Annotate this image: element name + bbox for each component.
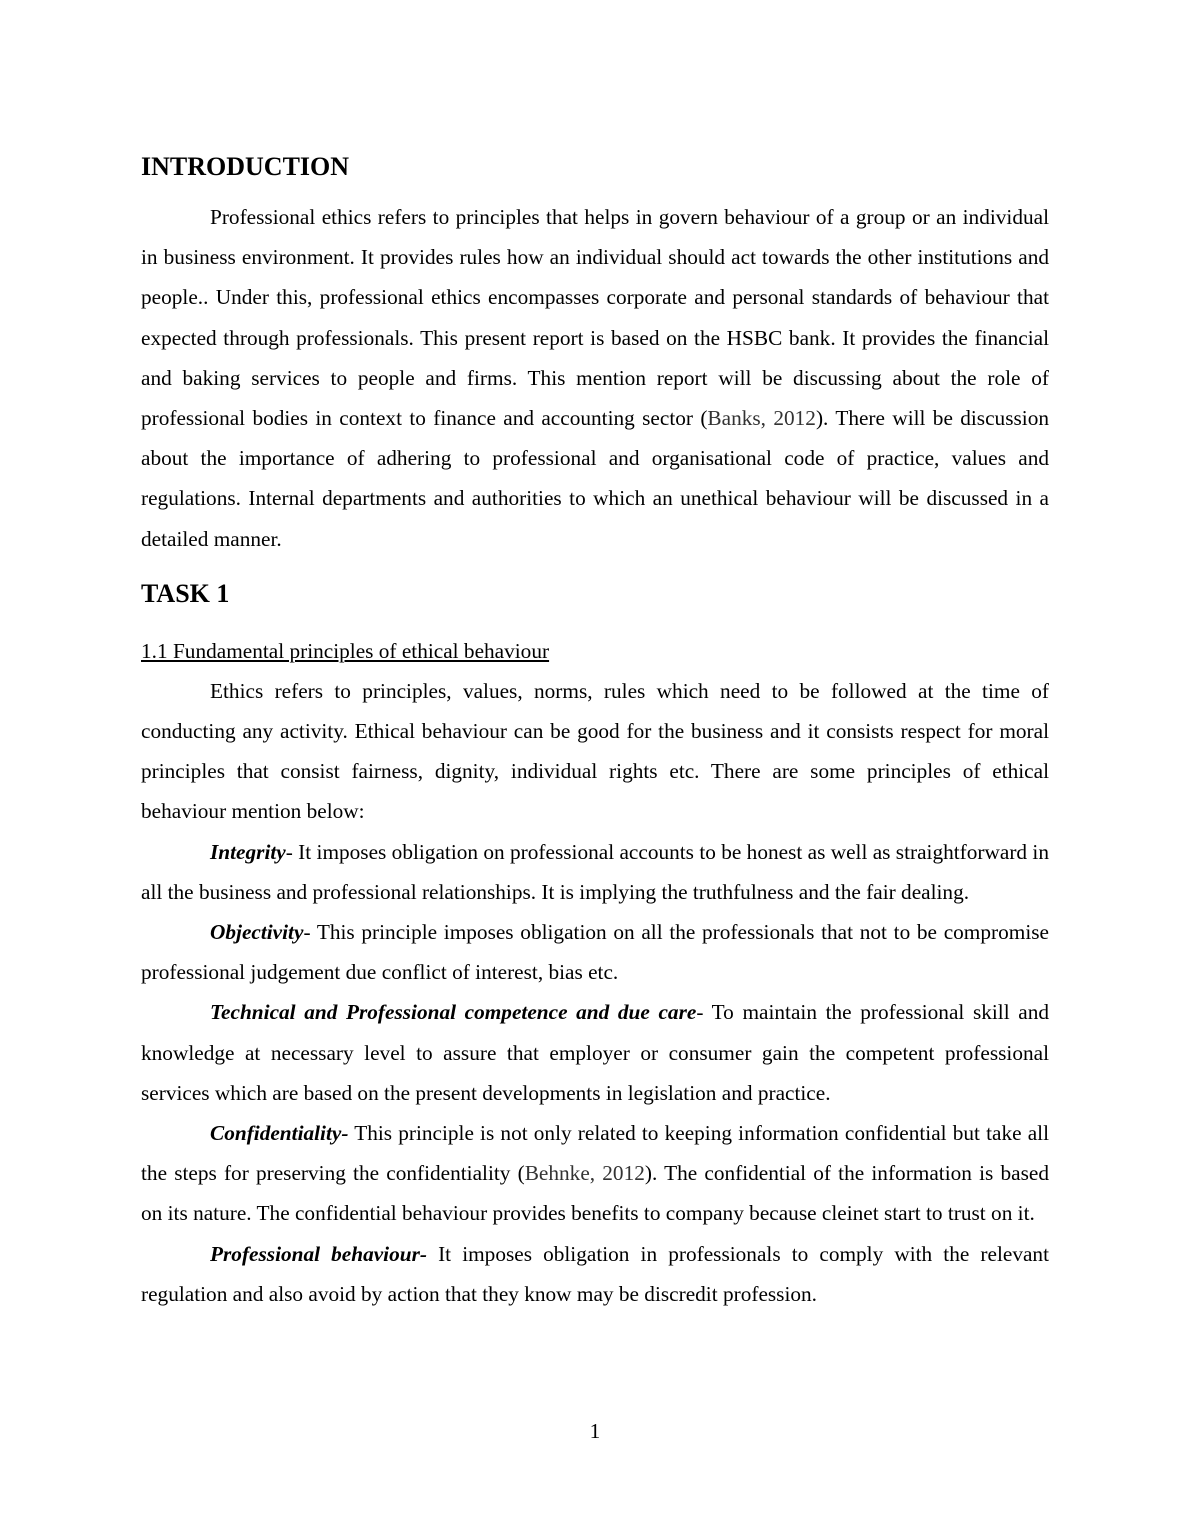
introduction-paragraph <box>141 197 1049 559</box>
confidentiality-term: Confidentiality- <box>210 1121 349 1146</box>
objectivity-text: - This principle imposes obligation on all the professionals that not to be compromise professional judgement due conflict of interest, bias etc. <box>141 920 1049 985</box>
competence-paragraph <box>141 992 1049 1113</box>
integrity-text: - It imposes obligation on professional accounts to be honest as well as straightforward in all the business and professional relationships. It is implying the truthfulness and the fair dealing. <box>141 839 1049 904</box>
intro-text-part-1: Professional ethics refers to principles that helps in govern behaviour of a group or an individual in business environment. It provides rules how an individual should act towards the other institutions and people.. Under this, professional ethics encompasses corporate and personal standards of behaviour that expected through professionals. This present report is based on the HSBC bank. It provides the financial and baking services to people and firms. This mention report will be discussing about the role of professional bodies in context to finance and accounting sector ( <box>141 205 1049 431</box>
competence-text: - To maintain the professional skill and knowledge at necessary level to assure that employer or consumer gain the competent professional services which are based on the present developments in legislation and practice. <box>141 1000 1050 1105</box>
integrity-paragraph <box>141 832 1049 912</box>
professional-behaviour-paragraph <box>141 1234 1049 1314</box>
citation-behnke: Behnke, 2012 <box>524 1161 645 1186</box>
confidentiality-paragraph <box>141 1113 1049 1234</box>
section-1-1-subheading: 1.1 Fundamental principles of ethical behaviour <box>141 638 550 663</box>
confidentiality-text-part-1: This principle is not only related to keeping information confidential but take all the steps for preserving the confidentiality ( <box>141 1121 1049 1186</box>
professional-behaviour-text: It imposes obligation in professionals to comply with the relevant regulation and also avoid by action that they know may be discredit profession. <box>141 1241 1049 1306</box>
ethics-intro-paragraph: Ethics refers to principles, values, norms, rules which need to be followed at the time of conducting any activity. Ethical behaviour can be good for the business and it consists respect for moral principles that consist fairness, dignity, individual rights etc. There are some principles of ethical behaviour mention below: <box>141 678 1049 824</box>
citation-banks: Banks, 2012 <box>707 406 816 431</box>
intro-text-part-2: ). There will be discussion about the importance of adhering to professional and organisational code of practice, values and regulations. Internal departments and authorities to which an unethical behaviour will be discussed in a detailed manner. <box>141 406 1049 551</box>
introduction-heading: INTRODUCTION <box>141 152 350 181</box>
objectivity-paragraph <box>141 912 1049 992</box>
confidentiality-text-part-2: ). The confidential of the information is based on its nature. The confidential behaviour provides benefits to company because cleinet start to trust on it. <box>141 1161 1049 1226</box>
professional-behaviour-term: Professional behaviour- <box>210 1241 427 1266</box>
competence-term: Technical and Professional competence and due care <box>210 1000 697 1025</box>
page-number: 1 <box>589 1419 601 1443</box>
objectivity-term: Objectivity <box>210 920 304 945</box>
task1-heading: TASK 1 <box>141 578 230 608</box>
integrity-term: Integrity <box>210 839 286 864</box>
